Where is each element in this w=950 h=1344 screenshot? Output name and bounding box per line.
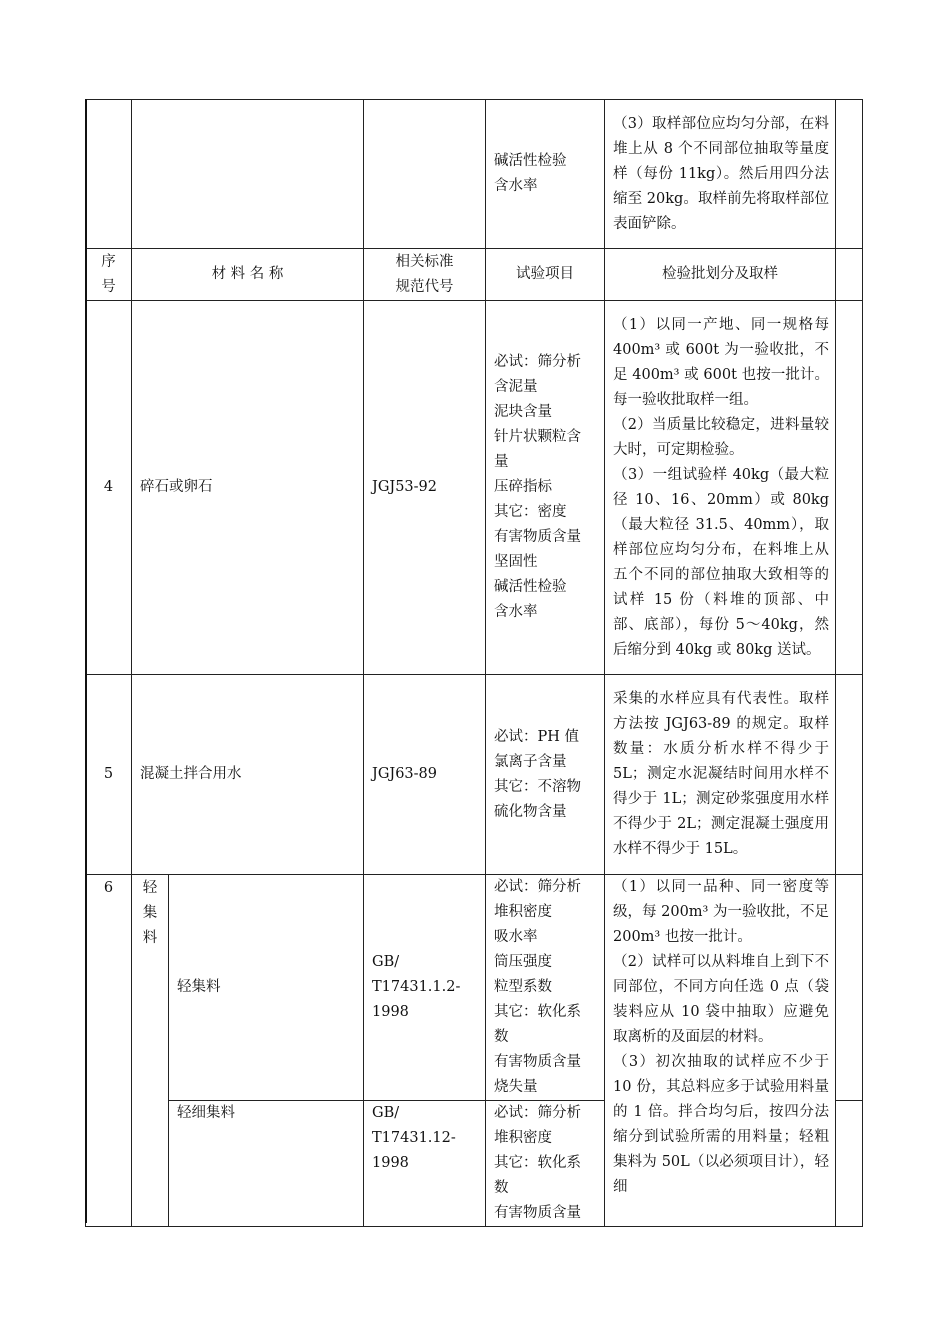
margin-cell [836, 675, 863, 875]
test-items-cell [486, 675, 605, 875]
material-name: 碎石或卵石 [132, 301, 364, 675]
test-item: 碱活性检验 [494, 153, 567, 169]
seq-cell: 5 [86, 675, 132, 875]
test-item: 数 [494, 1029, 509, 1045]
standard-code: JGJ63-89 [364, 675, 486, 875]
header-seq [86, 249, 132, 301]
test-items-cell [486, 875, 605, 1101]
sampling-spec-cell [605, 875, 836, 1227]
sampling-spec-cell: 采集的水样应具有代表性。取样方法按 JGJ63-89 的规定。取样数量：水质分析水样不得少于 5L；测定水泥凝结时间用水样不得少于 1L；测定砂浆强度用水样不得少于 2L；测定混凝土强度用水样不得少于 15L。 [605, 675, 836, 875]
test-items-cell [486, 100, 605, 249]
test-item: 其它：软化系 [494, 1004, 581, 1020]
material-name: 混凝土拌合用水 [132, 675, 364, 875]
test-items-cell [486, 301, 605, 675]
header-seq-char: 号 [101, 278, 116, 295]
seq-cell: 4 [86, 301, 132, 675]
test-item: 压碎指标 [494, 479, 552, 495]
group-label [132, 875, 169, 1227]
standard-code [364, 875, 486, 1101]
test-item: 数 [494, 1180, 509, 1196]
test-item: 有害物质含量 [494, 1054, 581, 1070]
table-row-5 [86, 675, 863, 875]
test-item: 必试：筛分析 [494, 354, 581, 370]
test-item: 烧失量 [494, 1079, 538, 1095]
test-item: 吸水率 [494, 929, 538, 945]
test-item: 量 [494, 454, 509, 470]
code-line: T17431.1.2- [372, 979, 461, 995]
spec-paragraph: （2）当质量比较稳定，进料量较大时，可定期检验。 [613, 416, 829, 458]
code-line: T17431.12- [372, 1130, 456, 1146]
test-item: 必试：筛分析 [494, 1105, 581, 1121]
spec-paragraph: （1）以同一品种、同一密度等级，每 200m³ 为一验收批，不足 200m³ 也按一批计。 [613, 879, 829, 945]
test-item: 其它：不溶物 [494, 778, 581, 795]
margin-cell [836, 1101, 863, 1227]
group-label-char: 料 [142, 930, 158, 946]
test-item: 其它：密度 [494, 504, 567, 520]
test-item: 必试：筛分析 [494, 879, 581, 895]
test-item: 其它：软化系 [494, 1155, 581, 1171]
header-code-line: 规范代号 [395, 278, 454, 295]
test-item: 氯离子含量 [494, 753, 567, 770]
spec-paragraph: （2）试样可以从料堆自上到下不同部位，不同方向任选 0 点（袋装料应从 10 袋中抽取）应避免取离析的及面层的材料。 [613, 954, 829, 1045]
group-label-char: 轻 [142, 880, 158, 896]
header-code-line: 相关标准 [395, 253, 454, 270]
test-item: 针片状颗粒含 [494, 429, 581, 445]
test-item: 含水率 [494, 604, 538, 620]
material-name: 轻集料 [169, 875, 364, 1101]
spec-paragraph: （3）初次抽取的试样应不少于 10 份，其总料应多于试验用料量的 1 倍。拌合均匀后，按四分法缩分到试验所需的用料量；轻粗集料为 50L（以必须项目计），轻细 [613, 1054, 829, 1195]
standard-code: JGJ53-92 [364, 301, 486, 675]
code-cell [364, 100, 486, 249]
header-code [364, 249, 486, 301]
margin-cell [836, 100, 863, 249]
test-item: 有害物质含量 [494, 1205, 581, 1221]
margin-cell [836, 249, 863, 301]
test-item: 筒压强度 [494, 954, 552, 970]
sampling-spec-cell [605, 301, 836, 675]
code-line: GB/ [372, 954, 400, 970]
header-name: 材 料 名 称 [132, 249, 364, 301]
margin-cell [836, 875, 863, 1101]
code-line: 1998 [372, 1155, 409, 1171]
materials-sampling-table [85, 99, 863, 1227]
left-border-bar [85, 99, 87, 1223]
spec-paragraph: （3）一组试验样 40kg（最大粒径 10、16、20mm）或 80kg（最大粒径 31.5、40mm），取样部位应均匀分布，在料堆上从五个不同的部位抽取大致相等的试样 15 份（料堆的顶部、中部、底部），每份 5～40kg，然后缩分到 40kg 或 80kg 送试。 [613, 466, 829, 658]
header-row [86, 249, 863, 301]
header-test: 试验项目 [486, 249, 605, 301]
test-item: 粒型系数 [494, 979, 552, 995]
standard-code [364, 1101, 486, 1227]
seq-cell: 6 [86, 875, 132, 1227]
test-item: 含水率 [494, 178, 538, 194]
name-cell [132, 100, 364, 249]
test-item: 坚固性 [494, 554, 538, 570]
header-spec: 检验批划分及取样 [605, 249, 836, 301]
seq-cell [86, 100, 132, 249]
test-item: 碱活性检验 [494, 579, 567, 595]
group-label-char: 集 [142, 905, 158, 921]
material-name: 轻细集料 [169, 1101, 364, 1227]
spec-paragraph: （1）以同一产地、同一规格每 400m³ 或 600t 为一验收批，不足 400m³ 或 600t 也按一批计。每一验收批取样一组。 [613, 316, 829, 408]
sampling-spec-cell: （3）取样部位应均匀分部，在料堆上从 8 个不同部位抽取等量度样（每份 11kg）。然后用四分法缩至 20kg。取样前先将取样部位表面铲除。 [605, 100, 836, 249]
test-items-cell [486, 1101, 605, 1227]
test-item: 堆积密度 [494, 904, 552, 920]
test-item: 泥块含量 [494, 404, 552, 420]
test-item: 有害物质含量 [494, 529, 581, 545]
code-line: GB/ [372, 1105, 400, 1121]
header-seq-char: 序 [101, 253, 116, 270]
table-row-4 [86, 301, 863, 675]
test-item: 含泥量 [494, 379, 538, 395]
margin-cell [836, 301, 863, 675]
table-row-6 [86, 875, 863, 1101]
test-item: 硫化物含量 [494, 803, 567, 820]
code-line: 1998 [372, 1004, 409, 1020]
test-item: 必试：PH 值 [494, 728, 580, 745]
test-item: 堆积密度 [494, 1130, 552, 1146]
table-row [86, 100, 863, 249]
